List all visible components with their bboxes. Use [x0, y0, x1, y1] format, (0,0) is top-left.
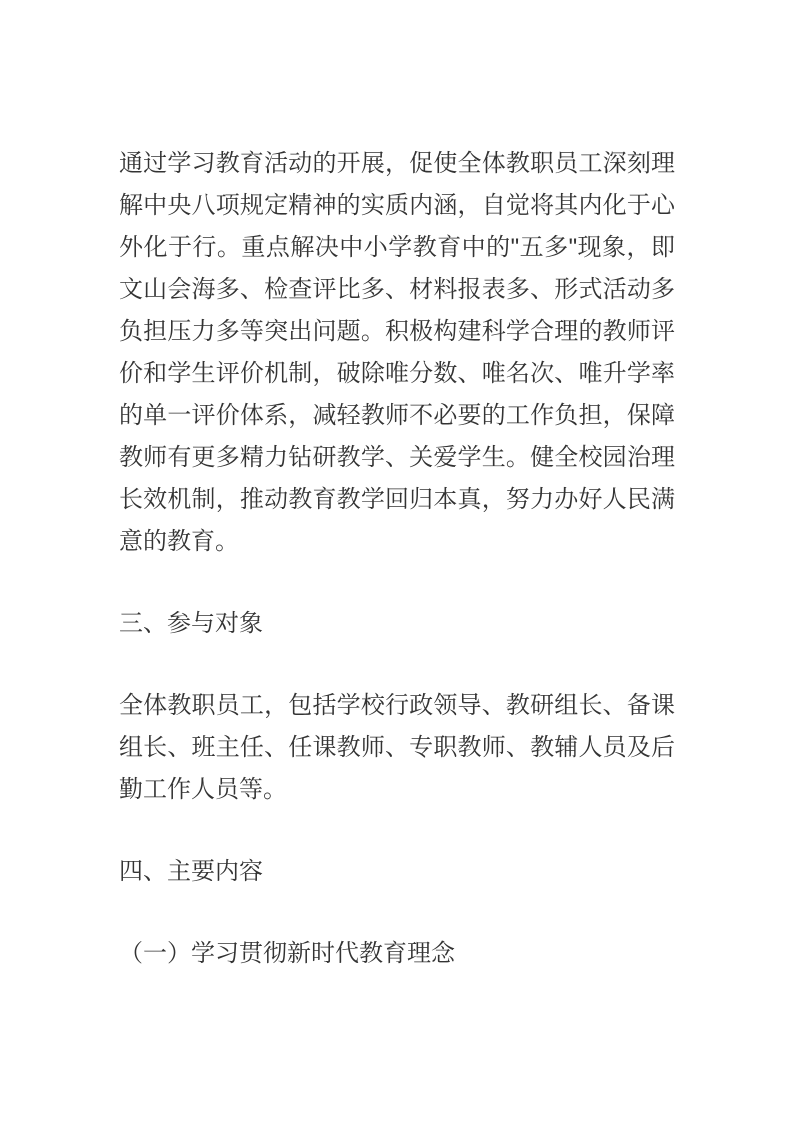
body-text-line: 意的教育。 [119, 528, 239, 555]
body-text-line: 通过学习教育活动的开展，促使全体教职员工深刻理 [119, 150, 675, 177]
body-text-line: 教师有更多精力钻研教学、关爱学生。健全校园治理 [119, 444, 675, 471]
section-heading-main-content: 四、主要内容 [119, 858, 263, 885]
body-text-line: 勤工作人员等。 [119, 776, 287, 803]
body-text-line: 全体教职员工，包括学校行政领导、教研组长、备课 [119, 692, 675, 719]
body-text-line: 解中央八项规定精神的实质内涵，自觉将其内化于心 [119, 192, 675, 219]
section-heading-participants: 三、参与对象 [119, 610, 263, 637]
body-text-line: 负担压力多等突出问题。积极构建科学合理的教师评 [119, 318, 675, 345]
subsection-heading-learn-new-era-education: （一）学习贯彻新时代教育理念 [119, 940, 455, 967]
body-text-line: 的单一评价体系，减轻教师不必要的工作负担，保障 [119, 402, 675, 429]
paragraph-overview [119, 143, 675, 563]
body-text-line: 外化于行。重点解决中小学教育中的"五多"现象，即 [119, 234, 675, 261]
body-text-line: 文山会海多、检查评比多、材料报表多、形式活动多 [119, 276, 675, 303]
body-text-line: 组长、班主任、任课教师、专职教师、教辅人员及后 [119, 734, 675, 761]
body-text-line: 长效机制，推动教育教学回归本真，努力办好人民满 [119, 486, 675, 513]
paragraph-participants [119, 685, 675, 811]
body-text-line: 价和学生评价机制，破除唯分数、唯名次、唯升学率 [119, 360, 675, 387]
